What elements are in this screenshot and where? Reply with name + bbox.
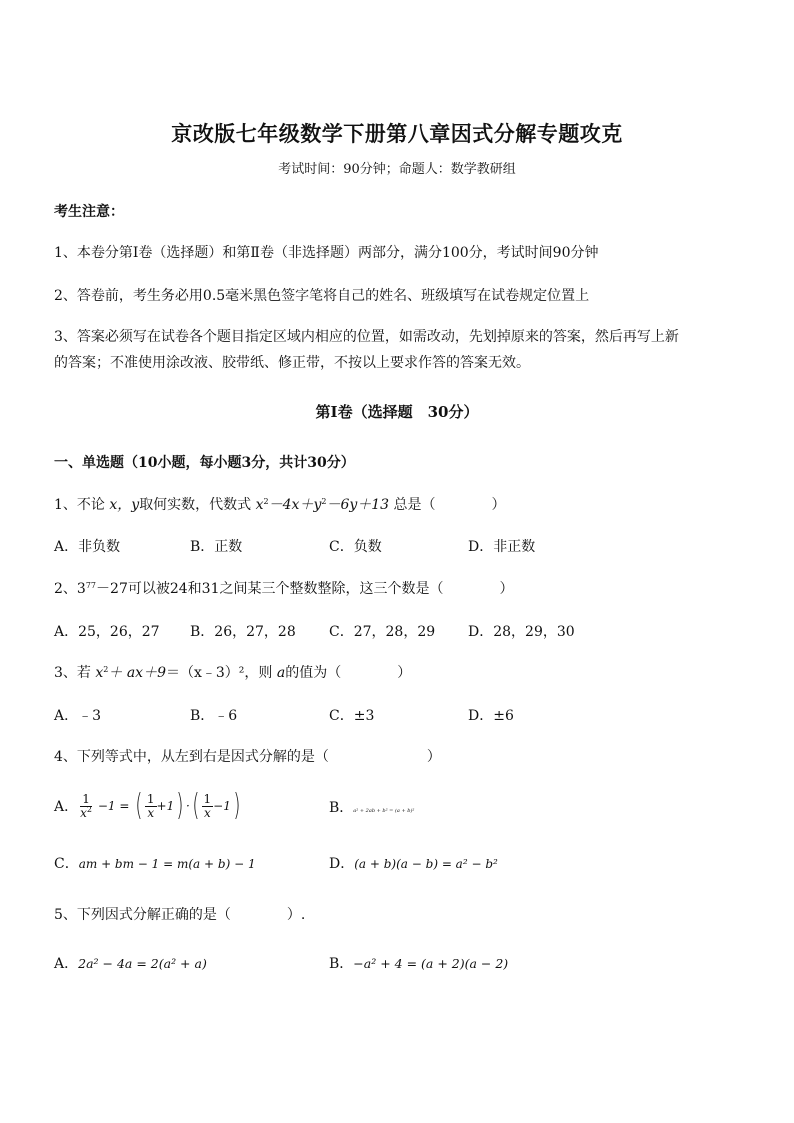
q1-expression: $x^2-4x+y^2-6y+13$ <box>255 497 390 513</box>
q3-option-a: A．﹣3 <box>54 708 102 724</box>
q4-option-a: A． $\frac{1}{x^2}$ −1 = ( $\frac{1}{x}$ +1 ) · ( $\frac{1}{x}$ −1 ) <box>54 788 243 824</box>
part-heading: 一、单选题（10小题，每小题3分，共计30分） <box>54 455 355 471</box>
q2-option-d: D．28，29，30 <box>468 624 575 640</box>
q5-option-a: A．2a² − 4a = 2(a² + a) <box>54 956 207 972</box>
q3-option-d: D．±6 <box>468 708 514 724</box>
notice-item-1: 1、本卷分第Ⅰ卷（选择题）和第Ⅱ卷（非选择题）两部分，满分100分，考试时间90分钟 <box>54 245 599 261</box>
q2-option-a: A．25，26，27 <box>54 624 160 640</box>
q1-option-b: B．正数 <box>190 539 243 555</box>
q4-d-formula: (a + b)(a − b) = a² − b² <box>354 857 498 871</box>
q1-option-c: C．负数 <box>329 539 382 555</box>
q3-option-c: C．±3 <box>329 708 375 724</box>
section-title: 第Ⅰ卷（选择题 30分） <box>315 403 479 421</box>
question-4: 4、下列等式中，从左到右是因式分解的是（ ） <box>54 749 441 765</box>
notice-item-3-line1: 3、答案必须写在试卷各个题目指定区域内相应的位置，如需改动，先划掉原来的答案，然后再写上新 <box>54 329 679 345</box>
question-1: 1、不论 x，y取何实数，代数式 $x^2-4x+y^2-6y+13$ 总是（ ） <box>54 497 506 513</box>
q4-c-formula: am + bm − 1 = m(a + b) − 1 <box>78 857 256 871</box>
q4-option-c: C．am + bm − 1 = m(a + b) − 1 <box>54 856 256 872</box>
q4-a-formula: $\frac{1}{x^2}$ −1 = ( $\frac{1}{x}$ +1 ) · ( $\frac{1}{x}$ −1 ) <box>80 788 241 823</box>
q5-option-b: B．−a² + 4 = (a + 2)(a − 2) <box>329 956 509 972</box>
notice-item-3-line2: 的答案；不准使用涂改液、胶带纸、修正带，不按以上要求作答的答案无效。 <box>54 355 530 371</box>
question-2: 2、$3^{77}-27$可以被24和31之间某三个整数整除，这三个数是（ ） <box>54 581 514 597</box>
q2-option-b: B．26，27，28 <box>190 624 296 640</box>
exam-subtitle: 考试时间：90分钟；命题人：数学教研组 <box>278 162 516 177</box>
q1-vars: x，y <box>109 497 140 513</box>
notice-heading: 考生注意： <box>54 204 124 220</box>
q1-option-a: A．非负数 <box>54 539 121 555</box>
q3-expression: $x^2+ ax+9$ <box>95 665 166 681</box>
q5-b-formula: −a² + 4 = (a + 2)(a − 2) <box>353 956 509 971</box>
question-3: 3、若 $x^2+$ ax＋9＝（x﹣3）²，则 a的值为（ ） <box>54 665 412 681</box>
notice-item-2: 2、答卷前，考生务必用0.5毫米黑色签字笔将自己的姓名、班级填写在试卷规定位置上 <box>54 288 590 304</box>
q2-option-c: C．27，28，29 <box>329 624 436 640</box>
q5-a-formula: 2a² − 4a = 2(a² + a) <box>78 956 207 971</box>
q4-b-formula: a² + 2ab + b² = (a + b)² <box>353 808 415 814</box>
q1-option-d: D．非正数 <box>468 539 536 555</box>
q3-option-b: B．﹣6 <box>190 708 238 724</box>
q4-option-d: D．(a + b)(a − b) = a² − b² <box>329 856 498 872</box>
q4-option-b: B．a² + 2ab + b² = (a + b)² <box>329 800 415 816</box>
page-title: 京改版七年级数学下册第八章因式分解专题攻克 <box>171 121 623 146</box>
question-5: 5、下列因式分解正确的是（ ）. <box>54 907 306 923</box>
